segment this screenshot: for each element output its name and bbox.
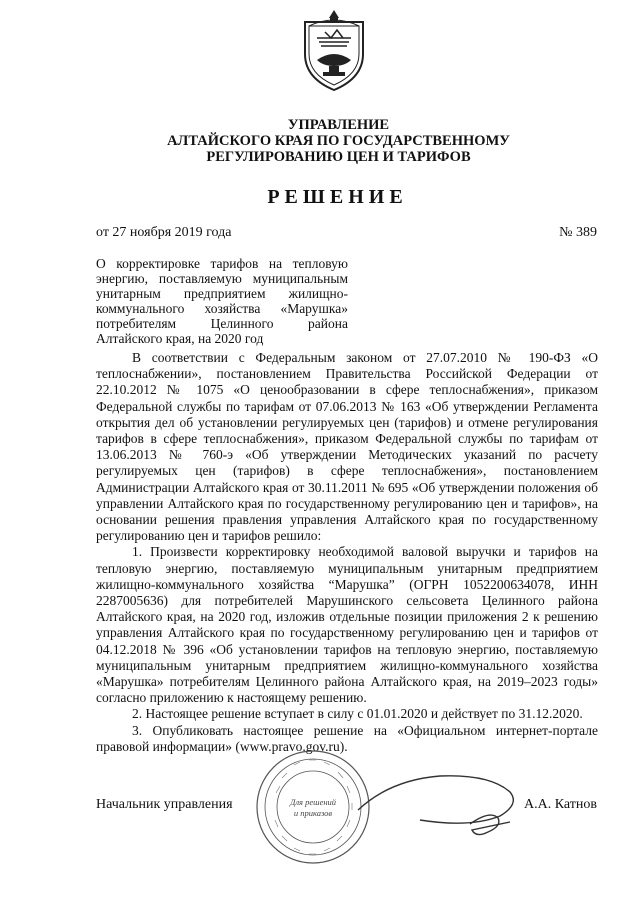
document-date: от 27 ноября 2019 года (96, 225, 232, 240)
document-body (96, 350, 598, 755)
svg-text:Для решений: Для решений (289, 797, 337, 807)
item-2-paragraph: 2. Настоящее решение вступает в силу с 01.01.2020 и действует по 31.12.2020. (132, 706, 583, 722)
svg-text:и приказов: и приказов (293, 808, 333, 818)
preamble-paragraph: В соответствии с Федеральным законом от 27.07.2010 № 190-ФЗ «О теплоснабжении», постановлением Правительства Российской Федерации от 22.10.2012 № 1075 «О ценообразовании в сфере теплоснабжения», приказом Федеральной службы по тарифам от 07.06.2013 № 163 «Об утверждении Регламента открытия дел об установлении регулируемых цен (тарифов) и отмене регулирования тарифов в сфере теплоснабжения», приказом Федеральной службы по тарифам от 13.06.2013 № 760-э «Об утверждении Методических указаний по расчету регулируемых цен (тарифов) в сфере теплоснабжения», постановлением Администрации Алтайского края от 30.11.2011 № 695 «Об утверждении положения об управлении Алтайского края по государственному регулированию цен и тарифов», на основании решения правления управления Алтайского края по государственному регулированию цен и тарифов решило: (96, 350, 598, 544)
signatory-name: А.А. Катнов (524, 797, 597, 812)
item-1-paragraph: 1. Произвести корректировку необходимой валовой выручки и тарифов на тепловую энергию, поставляемую муниципальным унитарным предприятием жилищно-коммунального хозяйства “Марушка” (ОГРН 1052200634078, ИНН 2287005636) для потребителей Марушинского сельсовета Целинного района Алтайского края, на 2020 год, изложив отдельные позиции приложения 2 к решению управления Алтайского края по государственному регулированию цен и тарифов от 04.12.2018 № 396 «Об установлении тарифов на тепловую энергию, поставляемую муниципальным унитарным предприятием жилищно-коммунального хозяйства «Марушка» потребителям Целинного района Алтайского края, на 2019–2023 годы» согласно приложению к настоящему решению. (96, 544, 598, 706)
organization-name (0, 117, 639, 165)
coat-of-arms-icon (295, 8, 373, 92)
org-line-2: АЛТАЙСКОГО КРАЯ ПО ГОСУДАРСТВЕННОМУ (167, 133, 510, 149)
document-subject: О корректировке тарифов на тепловую энергию, поставляемую муниципальным унитарным предприятием жилищно-коммунального хозяйства «Марушка» потребителям Целинного района Алтайского края, на 2020 год (96, 256, 348, 346)
org-line-3: РЕГУЛИРОВАНИЮ ЦЕН И ТАРИФОВ (206, 149, 471, 165)
org-line-1: УПРАВЛЕНИЕ (287, 117, 390, 133)
signatory-position: Начальник управления (96, 797, 233, 812)
handwritten-signature-icon (350, 770, 530, 845)
document-title: РЕШЕНИЕ (267, 186, 408, 208)
item-3-paragraph: 3. Опубликовать настоящее решение на «Официальном интернет-портале правовой информации» (www.pravo.gov.ru). (96, 722, 598, 754)
document-number: № 389 (559, 225, 597, 240)
